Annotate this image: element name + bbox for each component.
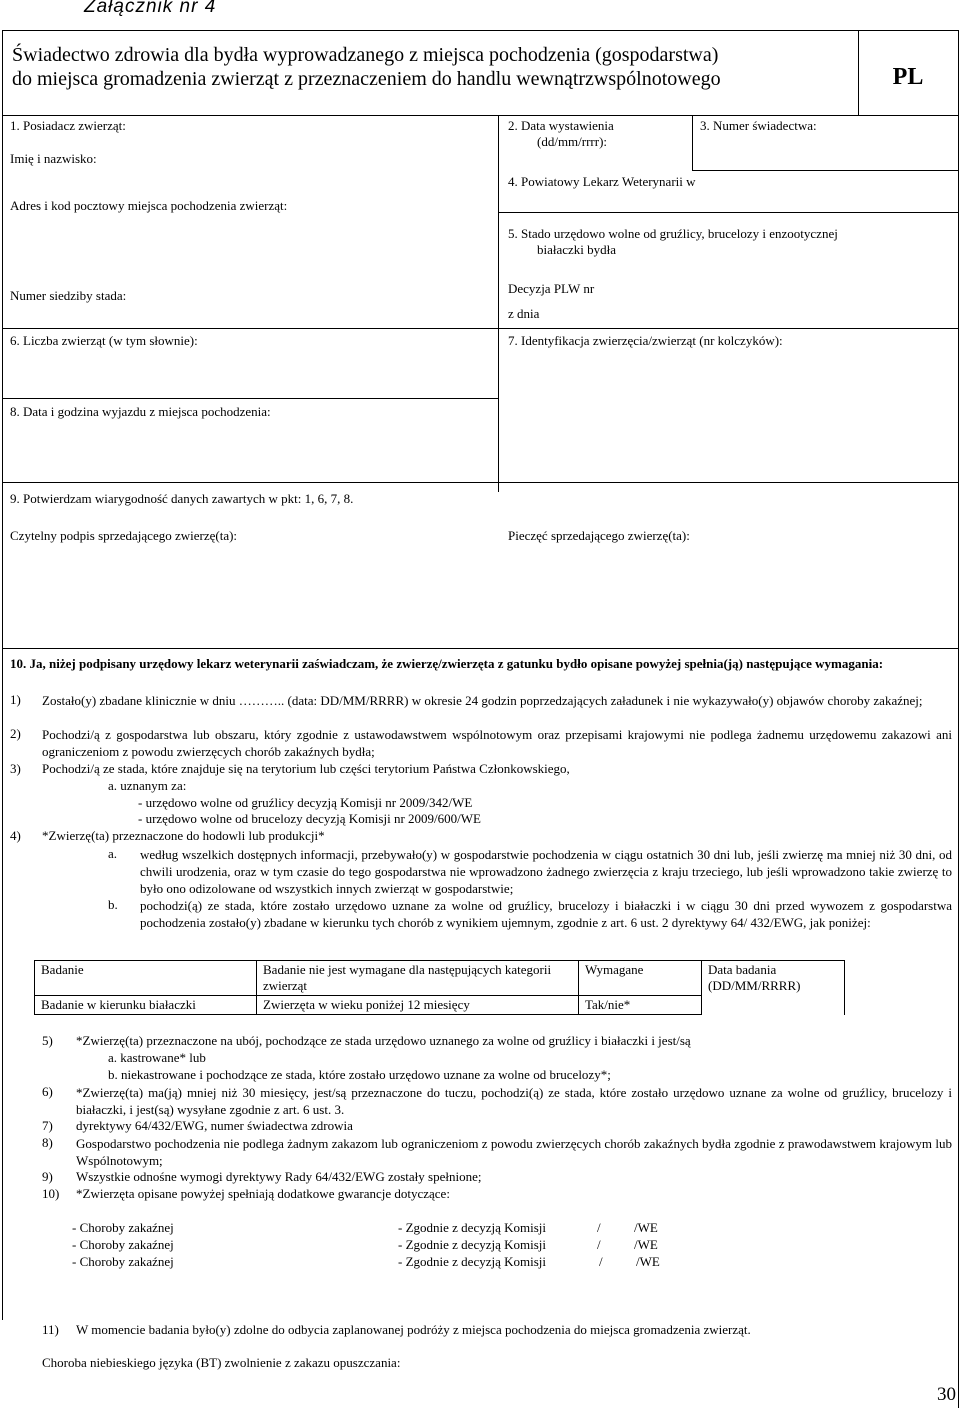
table-header-cell: Data badania (DD/MM/RRRR) [702, 961, 845, 1015]
table-header-cell: Badanie [35, 961, 257, 996]
item-3a-line-2: - urzędowo wolne od brucelozy decyzją Komisji nr 2009/600/WE [138, 811, 481, 826]
confirmation-label: 9. Potwierdzam wiarygodność danych zawartych w pkt: 1, 6, 7, 8. [10, 491, 354, 506]
guarantee-slash: / [597, 1220, 601, 1235]
item-5-num: 5) [42, 1033, 53, 1048]
title-line-2: do miejsca gromadzenia zwierząt z przeznaczeniem do handlu wewnątrzwspólnotowego [12, 68, 721, 90]
test-table [34, 960, 845, 1015]
guarantee-disease: - Choroby zakaźnej [72, 1237, 174, 1252]
item-3a-line-1: - urzędowo wolne od gruźlicy decyzją Komisji nr 2009/342/WE [138, 795, 473, 810]
issue-date-format: (dd/mm/rrrr): [537, 134, 608, 149]
item-11-num: 11) [42, 1322, 59, 1337]
country-code: PL [892, 63, 924, 90]
item-5b: b. niekastrowane i pochodzące ze stada, które zostało urzędowo uznane za wolne od brucelozy*; [108, 1067, 611, 1082]
guarantee-decision: - Zgodnie z decyzją Komisji [398, 1254, 547, 1269]
item-6-text: *Zwierzę(ta) ma(ją) mniej niż 30 miesięcy, jest/są przeznaczone do tuczu, pochodzi(ą) ze stada, które zostało urzędowo uznane za wolne od gruźlicy, brucelozy i białaczki, i jest(są) wysyłane zgodnie z art. 6 ust. 3. [76, 1085, 952, 1117]
seller-signature-label: Czytelny podpis sprzedającego zwierzę(ta): [10, 528, 238, 543]
departure-label: 8. Data i godzina wyjazdu z miejsca pochodzenia: [10, 404, 271, 419]
item-2-num: 2) [10, 726, 21, 741]
item-3-num: 3) [10, 761, 21, 776]
holder-heading: 1. Posiadacz zwierząt: [10, 118, 126, 133]
item-7-num: 7) [42, 1118, 53, 1133]
item-8-text: Gospodarstwo pochodzenia nie podlega żadnym zakazom lub ograniczeniom z powodu zwierzęcych chorób zakaźnych bydła zgodnie z prawodawstwem krajowym lub Wspólnotowym; [76, 1136, 952, 1168]
item-2-text: Pochodzi/ą z gospodarstwa lub obszaru, który zgodnie z ustawodawstwem wspólnotowym oraz przepisami krajowymi nie podlega żadnemu urzędowemu zakazowi ani ograniczeniom z powodu zwierzęcych chorób zakaźnych bydła; [42, 727, 952, 759]
guarantee-we: /WE [634, 1237, 658, 1252]
table-cell: Badanie w kierunku białaczki [35, 996, 257, 1015]
bluetongue-label: Choroba niebieskiego języka (BT) zwolnienie z zakazu opuszczania: [42, 1355, 401, 1370]
item-10-num: 10) [42, 1186, 60, 1201]
section-10-heading: 10. Ja, niżej podpisany urzędowy lekarz weterynarii zaświadczam, że zwierzę/zwierzęta z gatunku bydło opisane powyżej spełnia(ją) następujące wymagania: [10, 656, 884, 671]
item-10-text: *Zwierzęta opisane powyżej spełniają dodatkowe gwarancje dotyczące: [76, 1186, 450, 1201]
annex-label: Załącznik nr 4 [84, 0, 217, 17]
item-9-num: 9) [42, 1169, 53, 1184]
guarantee-we: /WE [634, 1220, 658, 1235]
guarantee-slash: / [597, 1237, 601, 1252]
item-4b-text: pochodzi(ą) ze stada, które zostało urzędowo uznane za wolne od gruźlicy, brucelozy i białaczki i w ciągu 30 dni przed wywozem z gospodarstwa pochodzenia zostało(y) zbadane w kierunku tych chorób z wynikiem ujemnym, zgodnie z art. 6 ust. 2 dyrektywy 64/ 432/EWG, jak poniżej: [140, 898, 952, 930]
item-4a-text: według wszelkich dostępnych informacji, przebywało(y) w gospodarstwie pochodzenia w ciągu ostatnich 30 dni lub, jeśli zwierzę ma mniej niż 30 dni, od chwili urodzenia, oraz w tym czasie do tego gospodarstwa nie wprowadzono żadnego zwierzęcia z kraju trzeciego, lub jeśli wprowadzono takie zwierzę to było ono odizolowane od wszystkich innych zwierząt w gospodarstwie; [140, 847, 952, 896]
page-number: 30 [937, 1384, 956, 1405]
item-4-text: *Zwierzę(ta) przeznaczone do hodowli lub produkcji* [42, 828, 325, 843]
herd-status-label-cont: białaczki bydła [537, 242, 617, 257]
item-8-num: 8) [42, 1135, 53, 1150]
guarantee-slash: / [599, 1254, 603, 1269]
herd-number-label: Numer siedziby stada: [10, 288, 127, 303]
seller-stamp-label: Pieczęć sprzedającego zwierzę(ta): [508, 528, 690, 543]
item-5-text: *Zwierzę(ta) przeznaczone na ubój, pochodzące ze stada urzędowo uznanego za wolne od gruźlicy i białaczki i jest/są [76, 1033, 691, 1048]
animal-count-label: 6. Liczba zwierząt (w tym słownie): [10, 333, 198, 348]
table-header-row [35, 961, 845, 996]
guarantee-decision: - Zgodnie z decyzją Komisji [398, 1220, 547, 1235]
guarantee-disease: - Choroby zakaźnej [72, 1254, 174, 1269]
item-4a-letter: a. [108, 846, 118, 861]
item-11-text: W momencie badania było(y) zdolne do odbycia zaplanowanej podróży z miejsca pochodzenia do miejsca gromadzenia zwierząt. [76, 1322, 751, 1337]
item-6-num: 6) [42, 1084, 53, 1099]
table-header-cell: Wymagane [579, 961, 702, 996]
item-3-text: Pochodzi/ą ze stada, które znajduje się na terytorium lub części terytorium Państwa Członkowskiego, [42, 761, 570, 776]
holder-name-label: Imię i nazwisko: [10, 151, 97, 166]
guarantee-we: /WE [636, 1254, 660, 1269]
item-1-text: Zostało(y) zbadane klinicznie w dniu ……….. (data: DD/MM/RRRR) w okresie 24 godzin poprzedzających załadunek i nie wykazywało(y) objawów choroby zakaźnej; [42, 693, 923, 708]
table-header-cell: Badanie nie jest wymagane dla następujących kategorii zwierząt [257, 961, 579, 996]
item-7-text: dyrektywy 64/432/EWG, numer świadectwa zdrowia [76, 1118, 353, 1133]
certificate-number-label: 3. Numer świadectwa: [700, 118, 817, 133]
item-3a: a. uznanym za: [108, 778, 187, 793]
guarantee-disease: - Choroby zakaźnej [72, 1220, 174, 1235]
holder-address-label: Adres i kod pocztowy miejsca pochodzenia zwierząt: [10, 198, 288, 213]
item-5a: a. kastrowane* lub [108, 1050, 206, 1065]
table-cell: Zwierzęta w wieku poniżej 12 miesięcy [257, 996, 579, 1015]
identification-label: 7. Identyfikacja zwierzęcia/zwierząt (nr kolczyków): [508, 333, 783, 348]
item-4-num: 4) [10, 828, 21, 843]
issue-date-label: 2. Data wystawienia [508, 118, 614, 133]
title-line-1: Świadectwo zdrowia dla bydła wyprowadzanego z miejsca pochodzenia (gospodarstwa) [12, 44, 719, 66]
table-cell: Tak/nie* [579, 996, 702, 1015]
herd-status-label: 5. Stado urzędowo wolne od gruźlicy, brucelozy i enzootycznej [508, 226, 838, 241]
decision-date-label: z dnia [508, 306, 540, 321]
item-9-text: Wszystkie odnośne wymogi dyrektywy Rady 64/432/EWG zostały spełnione; [76, 1169, 482, 1184]
item-1-num: 1) [10, 692, 21, 707]
district-vet-label: 4. Powiatowy Lekarz Weterynarii w [508, 174, 696, 189]
decision-label: Decyzja PLW nr [508, 281, 595, 296]
item-4b-letter: b. [108, 897, 118, 912]
certificate-title [12, 43, 857, 91]
guarantee-decision: - Zgodnie z decyzją Komisji [398, 1237, 547, 1252]
